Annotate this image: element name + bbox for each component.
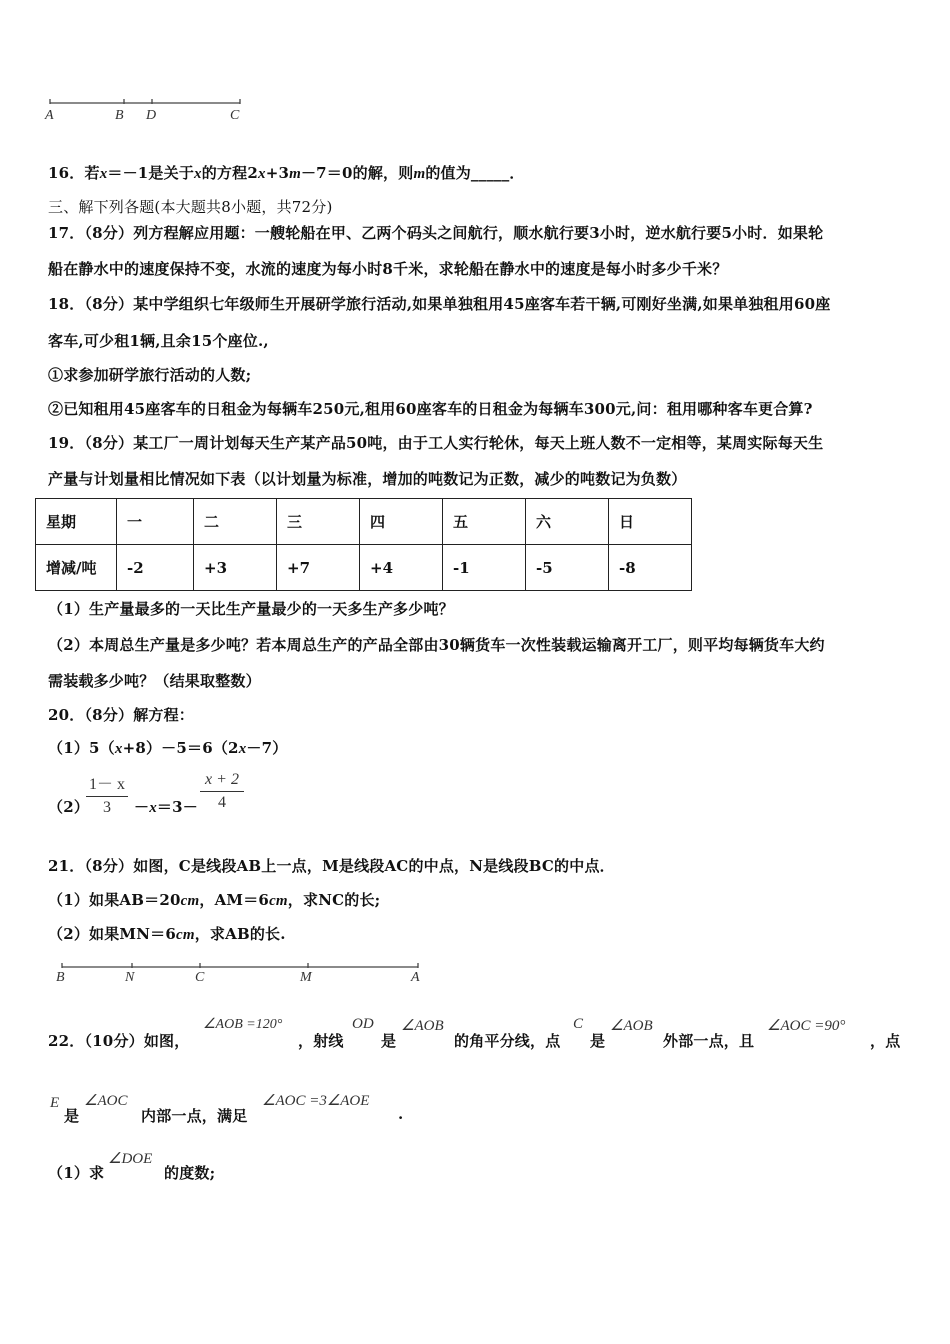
- question-19-line-1: 19．（8分）某工厂一周计划每天生产某产品50吨，由于工人实行轮休，每天上班人数不一定相等，某周实际每天生: [48, 434, 824, 452]
- question-16: 16．若x＝－1是关于x的方程2x+3m－7＝0的解，则m的值为_____．: [48, 164, 525, 182]
- question-21-part-2: （2）如果MN＝6cm，求AB的长.: [48, 925, 286, 943]
- equation-2-label: （2）: [48, 798, 90, 816]
- table-cell: +3: [194, 545, 277, 591]
- question-21-line-1: 21．（8分）如图，C是线段AB上一点，M是线段AC的中点，N是线段BC的中点．: [48, 857, 615, 875]
- text-is: 是: [381, 1032, 397, 1050]
- angle-aob: ∠AOB: [401, 1018, 444, 1034]
- text-period: .: [398, 1105, 404, 1123]
- fraction-2-denominator: 4: [218, 794, 226, 811]
- fraction-1-denominator: 3: [103, 799, 111, 816]
- fraction-bar: [200, 791, 244, 792]
- table-cell: -8: [609, 545, 692, 591]
- point-label-a: A: [411, 970, 420, 985]
- question-17-line-2: 船在静水中的速度保持不变，水流的速度为每小时8千米，求轮船在静水中的速度是每小时多少千米？: [48, 260, 728, 278]
- fraction-2-numerator: x + 2: [205, 771, 239, 788]
- point-label-d: D: [146, 108, 157, 123]
- point-label-b: B: [115, 108, 124, 123]
- section-3-title: 三、解下列各题(本大题共8小题，共72分): [48, 198, 333, 216]
- question-19-part-2b: 需装载多少吨？（结果取整数）: [48, 672, 261, 690]
- fraction-2: [200, 771, 244, 812]
- table-cell: -5: [526, 545, 609, 591]
- fraction-bar: [86, 796, 128, 797]
- table-cell: 日: [609, 499, 692, 545]
- equation-2-middle: －x＝3－: [134, 798, 198, 816]
- question-17-line-1: 17．（8分）列方程解应用题：一艘轮船在甲、乙两个码头之间航行，顺水航行要3小时，逆水航行要5小时．如果轮: [48, 224, 824, 242]
- angle-doe: ∠DOE: [108, 1151, 153, 1167]
- question-22-part-1-text: 的度数;: [164, 1164, 216, 1182]
- text-point: ，点: [870, 1032, 901, 1050]
- segment-line-bncma: [56, 960, 426, 980]
- text-is: 是: [64, 1107, 80, 1125]
- table-cell: -1: [443, 545, 526, 591]
- point-e: E: [50, 1095, 60, 1111]
- text-bisector: 的角平分线，点: [454, 1032, 561, 1050]
- angle-aob-120: ∠AOB =120°: [203, 1017, 283, 1032]
- point-label-m: M: [300, 970, 312, 985]
- production-table: [35, 498, 692, 591]
- table-cell: 五: [443, 499, 526, 545]
- question-22-part-1-label: （1）求: [48, 1164, 105, 1182]
- text-is: 是: [590, 1032, 606, 1050]
- question-20-title: 20．（8分）解方程：: [48, 706, 195, 724]
- table-cell: 二: [194, 499, 277, 545]
- fraction-1: [86, 771, 128, 817]
- table-cell: 四: [360, 499, 443, 545]
- question-18-part-2: ②已知租用45座客车的日租金为每辆车250元,租用60座客车的日租金为每辆车300元,问：租用哪种客车更合算?: [48, 400, 813, 418]
- point-c: C: [573, 1016, 584, 1032]
- point-label-c: C: [230, 108, 240, 123]
- question-18-part-1: ①求参加研学旅行活动的人数;: [48, 366, 252, 384]
- point-label-b: B: [56, 970, 65, 985]
- question-22-intro: 22．（10分）如图，: [48, 1032, 190, 1050]
- angle-aoc: ∠AOC: [84, 1093, 128, 1109]
- table-cell: 星期: [36, 499, 117, 545]
- question-19-part-1: （1）生产量最多的一天比生产量最少的一天多生产多少吨？: [48, 600, 454, 618]
- question-18-line-1: 18．（8分）某中学组织七年级师生开展研学旅行活动,如果单独租用45座客车若干辆,可刚好坐满,如果单独租用60座: [48, 295, 831, 313]
- table-cell: +4: [360, 545, 443, 591]
- text-ray: ，射线: [298, 1032, 344, 1050]
- table-row: [36, 499, 692, 545]
- table-cell: 一: [117, 499, 194, 545]
- point-label-n: N: [125, 970, 135, 985]
- point-label-c: C: [195, 970, 205, 985]
- table-row: [36, 545, 692, 591]
- question-21-part-1: （1）如果AB＝20cm，AM＝6cm，求NC的长;: [48, 891, 381, 909]
- text-inside: 内部一点，满足: [141, 1107, 248, 1125]
- angle-aob: ∠AOB: [610, 1018, 653, 1034]
- angle-aoc-3aoe: ∠AOC =3∠AOE: [262, 1093, 370, 1109]
- angle-aoc-90: ∠AOC =90°: [767, 1018, 846, 1034]
- table-cell: -2: [117, 545, 194, 591]
- ray-od: OD: [352, 1016, 374, 1032]
- fraction-1-numerator: 1－ x: [88, 776, 125, 793]
- question-18-line-2: 客车,可少租1辆,且余15个座位.,: [48, 332, 269, 350]
- question-19-part-2a: （2）本周总生产量是多少吨？若本周总生产的产品全部由30辆货车一次性装载运输离开工厂，则平均每辆货车大约: [48, 636, 825, 654]
- table-cell: 六: [526, 499, 609, 545]
- table-cell: 三: [277, 499, 360, 545]
- table-cell: 增减/吨: [36, 545, 117, 591]
- question-19-line-2: 产量与计划量相比情况如下表（以计划量为标准，增加的吨数记为正数，减少的吨数记为负数）: [48, 470, 687, 488]
- text-outside: 外部一点，且: [663, 1032, 755, 1050]
- question-20-equation-1: （1）5（x+8）－5＝6（2x－7）: [48, 739, 288, 757]
- point-label-a: A: [45, 108, 54, 123]
- table-cell: +7: [277, 545, 360, 591]
